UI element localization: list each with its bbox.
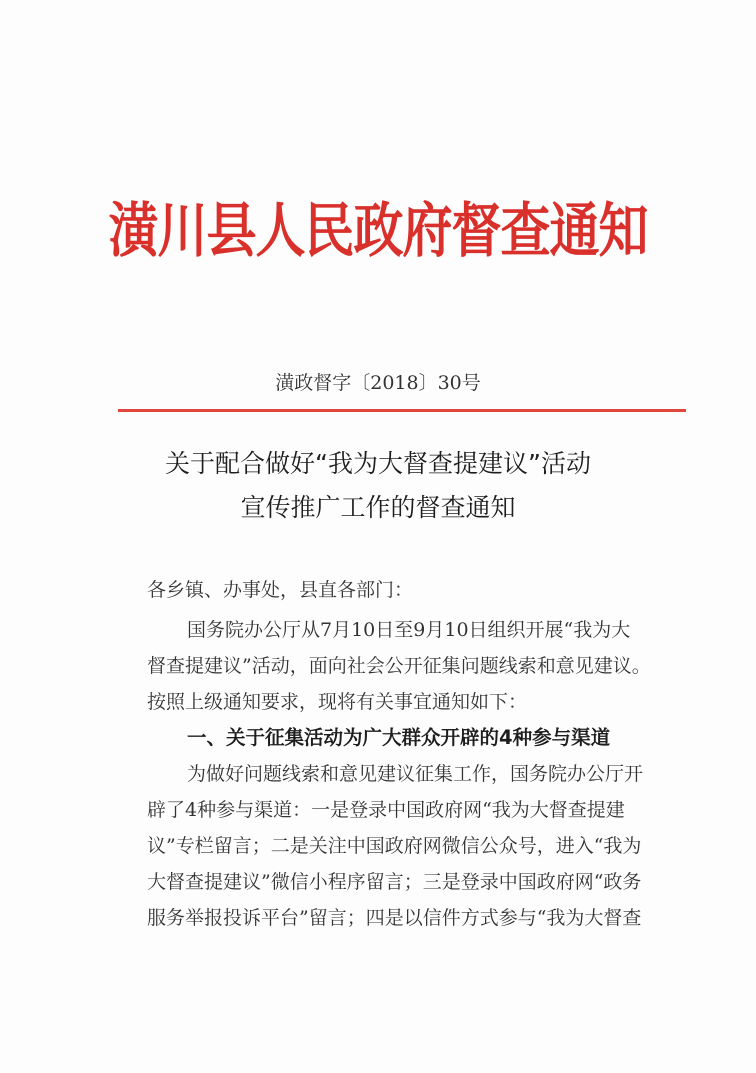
red-divider-line	[118, 409, 686, 412]
document-number: 潢政督字〔2018〕30号	[275, 372, 481, 394]
paragraph-2-line: 为做好问题线索和意见建议征集工作，国务院办公厅开	[187, 763, 644, 785]
paragraph-2-line: 服务举报投诉平台”留言；四是以信件方式参与“我为大督查	[147, 907, 642, 929]
paragraph-2-line: 大督查提建议”微信小程序留言；三是登录中国政府网“政务	[147, 871, 642, 893]
paragraph-2-line: 辟了4种参与渠道：一是登录中国政府网“我为大督查提建	[147, 799, 625, 821]
document-header-title: 潢川县人民政府督查通知	[108, 195, 648, 266]
subject-line-1: 关于配合做好“我为大督查提建议”活动	[165, 449, 591, 478]
document-body	[147, 612, 699, 936]
section-1-heading: 一、关于征集活动为广大群众开辟的4种参与渠道	[187, 726, 611, 749]
paragraph-2-line: 议”专栏留言；二是关注中国政府网微信公众号，进入“我为	[147, 835, 642, 857]
paragraph-1-line: 按照上级通知要求，现将有关事宜通知如下：	[147, 691, 528, 713]
paragraph-1-line: 国务院办公厅从7月10日至9月10日组织开展“我为大	[187, 619, 631, 641]
salutation: 各乡镇、办事处，县直各部门：	[147, 579, 414, 601]
paragraph-1-line: 督查提建议”活动，面向社会公开征集问题线索和意见建议。	[147, 655, 651, 677]
subject-line-2: 宣传推广工作的督查通知	[240, 493, 516, 522]
document-subject	[0, 442, 756, 530]
